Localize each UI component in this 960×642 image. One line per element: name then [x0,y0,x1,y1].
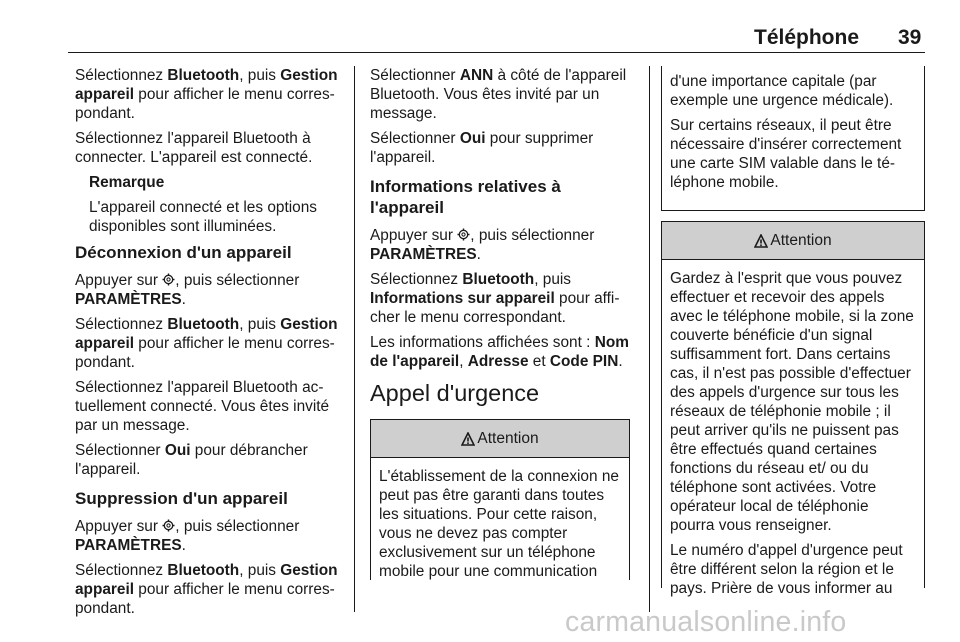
attention-header [371,420,629,458]
page-header-title: Téléphone [754,26,860,49]
continued-box [661,66,925,211]
note [75,173,347,236]
paragraph: Sélectionner Oui pour débrancher l'appareil. [75,442,308,478]
paragraph: Sélectionner Oui pour supprimer l'appareil. [370,130,594,166]
paragraph: Gardez à l'esprit que vous pouvez effectuer et recevoir des appels avec le téléphone mobile, si la zone couverte bénéficie d'un signal suffisamment fort. Dans certains cas, il n'est pas possible d'effectuer des appels d'urgence sur tous les réseaux de téléphonie mobile ; il peut arriver qu'ils ne puissent pas être effectués quand certaines fonctions du réseau et/ ou du téléphone sont activées. Votre opérateur local de téléphonie pourra vous renseigner. [670,270,914,534]
warning-triangle-icon [754,234,768,248]
heading-deconnexion: Déconnexion d'un appareil [75,243,292,262]
header-rule [68,52,925,53]
paragraph: Sélectionnez Bluetooth, puis Informations sur appareil pour afficher le menu correspondant. [370,271,620,326]
attention-header [662,222,924,260]
paragraph: Sélectionnez Bluetooth, puis Gestion appareil pour afficher le menu correspondant. [75,562,338,617]
attention-box [661,221,925,597]
paragraph: Sélectionnez l'appareil Bluetooth actuellement connecté. Vous êtes invité par un message. [75,379,330,434]
paragraph: Sur certains réseaux, il peut être nécessaire d'insérer correctement une carte SIM valable dans le téléphone mobile. [670,117,902,191]
paragraph: Appuyer sur , puis sélectionner PARAMÈTRES. [75,272,300,308]
attention-body: L'établissement de la connexion ne peut pas être garanti dans toutes les situations. Pour cette raison, vous ne devez pas compter exclusivement sur un téléphone mobile pour une communication [379,468,619,580]
column-divider-2 [649,66,650,612]
note-body: L'appareil connecté et les options disponibles sont illuminées. [89,199,317,235]
warning-triangle-icon [461,432,475,446]
paragraph: Sélectionner ANN à côté de l'appareil Bluetooth. Vous êtes invité par un message. [370,67,627,122]
heading-informations: Informations relatives à l'appareil [370,177,561,217]
attention-title: Attention [477,430,539,447]
gear-icon [457,227,470,240]
paragraph: Les informations affichées sont : Nom de l'appareil, Adresse et Code PIN. [370,334,629,370]
paragraph: Le numéro d'appel d'urgence peut être différent selon la région et le pays. Prière de vous informer au [670,542,903,597]
column-3 [661,66,925,597]
page-number: 39 [898,26,922,49]
paragraph: Sélectionnez l'appareil Bluetooth à connecter. L'appareil est connecté. [75,130,313,166]
gear-icon [162,518,175,531]
attention-box [370,419,630,580]
paragraph: Appuyer sur , puis sélectionner PARAMÈTRES. [370,227,595,263]
heading-appel-urgence: Appel d'urgence [370,380,540,406]
paragraph: d'une importance capitale (par exemple une urgence médicale). [670,73,894,109]
note-title: Remarque [89,174,165,191]
attention-title: Attention [770,232,832,249]
paragraph: Sélectionnez Bluetooth, puis Gestion appareil pour afficher le menu correspondant. [75,316,338,371]
column-divider-1 [354,66,355,612]
heading-suppression: Suppression d'un appareil [75,489,288,508]
column-2 [370,66,634,580]
paragraph: Sélectionnez Bluetooth, puis Gestion appareil pour afficher le menu correspondant. [75,67,338,122]
gear-icon [162,272,175,285]
paragraph: Appuyer sur , puis sélectionner PARAMÈTRES. [75,518,300,554]
watermark: carmanualsonline.info [565,606,847,638]
column-1 [75,66,347,624]
